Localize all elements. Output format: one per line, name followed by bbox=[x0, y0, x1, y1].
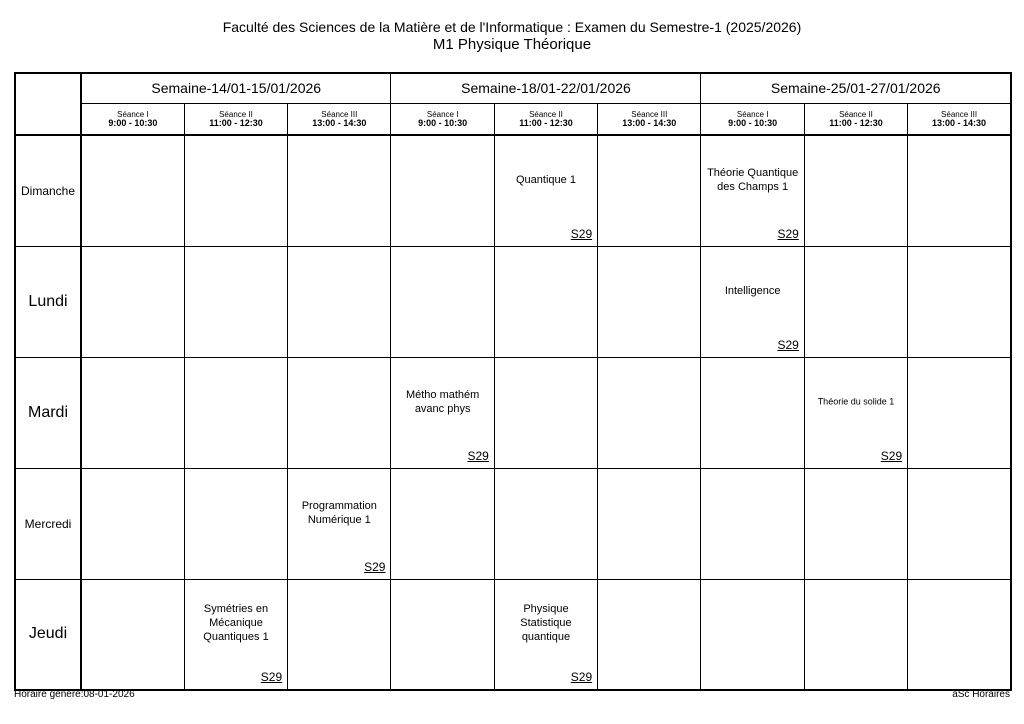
timetable-cell bbox=[494, 357, 597, 468]
exam-cell[interactable] bbox=[184, 579, 287, 690]
exam-subject: Physique Statistique quantique bbox=[520, 603, 572, 644]
timetable-cell bbox=[598, 468, 701, 579]
slot-header: Séance III 13:00 - 14:30 bbox=[598, 103, 701, 135]
timetable-cell bbox=[908, 468, 1011, 579]
exam-cell[interactable] bbox=[804, 357, 907, 468]
exam-room: S29 bbox=[777, 226, 799, 241]
day-label: Dimanche bbox=[15, 135, 81, 246]
timetable-cell bbox=[81, 468, 184, 579]
timetable-cell bbox=[908, 357, 1011, 468]
exam-subject: Théorie du solide 1 bbox=[817, 396, 895, 406]
timetable-cell bbox=[598, 579, 701, 690]
week-header: Semaine-14/01-15/01/2026 bbox=[81, 73, 391, 103]
timetable-cell bbox=[908, 135, 1011, 246]
timetable-cell bbox=[184, 246, 287, 357]
slot-header: Séance II 11:00 - 12:30 bbox=[494, 103, 597, 135]
exam-subject: Symétries en Mécanique Quantiques 1 bbox=[203, 603, 269, 644]
slot-header: Séance III 13:00 - 14:30 bbox=[908, 103, 1011, 135]
slot-header: Séance I 9:00 - 10:30 bbox=[391, 103, 494, 135]
exam-cell[interactable] bbox=[701, 135, 804, 246]
slot-header: Séance II 11:00 - 12:30 bbox=[184, 103, 287, 135]
timetable-cell bbox=[908, 579, 1011, 690]
exam-cell[interactable] bbox=[494, 135, 597, 246]
timetable-cell bbox=[804, 246, 907, 357]
timetable-cell bbox=[81, 579, 184, 690]
exam-room: S29 bbox=[260, 670, 283, 684]
timetable-cell bbox=[701, 357, 804, 468]
timetable-cell bbox=[288, 246, 391, 357]
exam-room: S29 bbox=[467, 448, 489, 463]
day-label: Mardi bbox=[15, 357, 81, 468]
week-header: Semaine-25/01-27/01/2026 bbox=[701, 73, 1011, 103]
exam-cell[interactable] bbox=[288, 468, 391, 579]
timetable-cell bbox=[184, 468, 287, 579]
exam-subject: Quantique 1 bbox=[516, 173, 576, 186]
slot-header: Séance I 9:00 - 10:30 bbox=[701, 103, 804, 135]
timetable-cell bbox=[184, 135, 287, 246]
slot-header: Séance III 13:00 - 14:30 bbox=[288, 103, 391, 135]
timetable-cell bbox=[804, 468, 907, 579]
timetable-cell bbox=[391, 135, 494, 246]
exam-cell[interactable] bbox=[494, 579, 597, 690]
program-title: M1 Physique Théorique bbox=[432, 36, 592, 53]
exam-cell[interactable] bbox=[391, 357, 494, 468]
exam-subject: Programmation Numérique 1 bbox=[301, 499, 377, 526]
timetable-cell bbox=[701, 468, 804, 579]
timetable-cell bbox=[81, 246, 184, 357]
timetable-cell bbox=[701, 579, 804, 690]
generated-date: Horaire généré:08-01-2026 bbox=[14, 689, 135, 700]
timetable-cell bbox=[81, 357, 184, 468]
day-label: Mercredi bbox=[15, 468, 81, 579]
timetable-cell bbox=[288, 135, 391, 246]
timetable-cell bbox=[804, 135, 907, 246]
timetable-cell bbox=[598, 357, 701, 468]
brand-label: aSc Horaires bbox=[952, 689, 1010, 700]
timetable-cell bbox=[391, 579, 494, 690]
exam-timetable bbox=[14, 72, 1012, 691]
timetable-cell bbox=[81, 135, 184, 246]
timetable-cell bbox=[391, 246, 494, 357]
timetable-cell bbox=[184, 357, 287, 468]
timetable-cell bbox=[494, 246, 597, 357]
exam-room: S29 bbox=[364, 559, 386, 574]
exam-title: Faculté des Sciences de la Matière et de l'Informatique : Examen du Semestre-1 (2025/2026) bbox=[222, 19, 802, 35]
timetable-cell bbox=[598, 135, 701, 246]
exam-subject: Intelligence bbox=[724, 284, 781, 297]
exam-cell[interactable] bbox=[701, 246, 804, 357]
slot-header: Séance II 11:00 - 12:30 bbox=[804, 103, 907, 135]
timetable-cell bbox=[391, 468, 494, 579]
exam-room: S29 bbox=[777, 337, 799, 352]
exam-subject: Métho mathém avanc phys bbox=[405, 388, 480, 415]
week-header: Semaine-18/01-22/01/2026 bbox=[391, 73, 701, 103]
exam-subject: Théorie Quantique des Champs 1 bbox=[707, 166, 799, 193]
slot-header: Séance I 9:00 - 10:30 bbox=[81, 103, 184, 135]
exam-room: S29 bbox=[880, 448, 903, 463]
day-label: Lundi bbox=[15, 246, 81, 357]
timetable-cell bbox=[804, 579, 907, 690]
timetable-cell bbox=[494, 468, 597, 579]
day-label: Jeudi bbox=[15, 579, 81, 690]
timetable-cell bbox=[598, 246, 701, 357]
timetable-cell bbox=[908, 246, 1011, 357]
timetable-cell bbox=[288, 357, 391, 468]
exam-room: S29 bbox=[570, 670, 593, 684]
corner-cell bbox=[15, 73, 81, 135]
exam-room: S29 bbox=[570, 226, 593, 241]
timetable-cell bbox=[288, 579, 391, 690]
